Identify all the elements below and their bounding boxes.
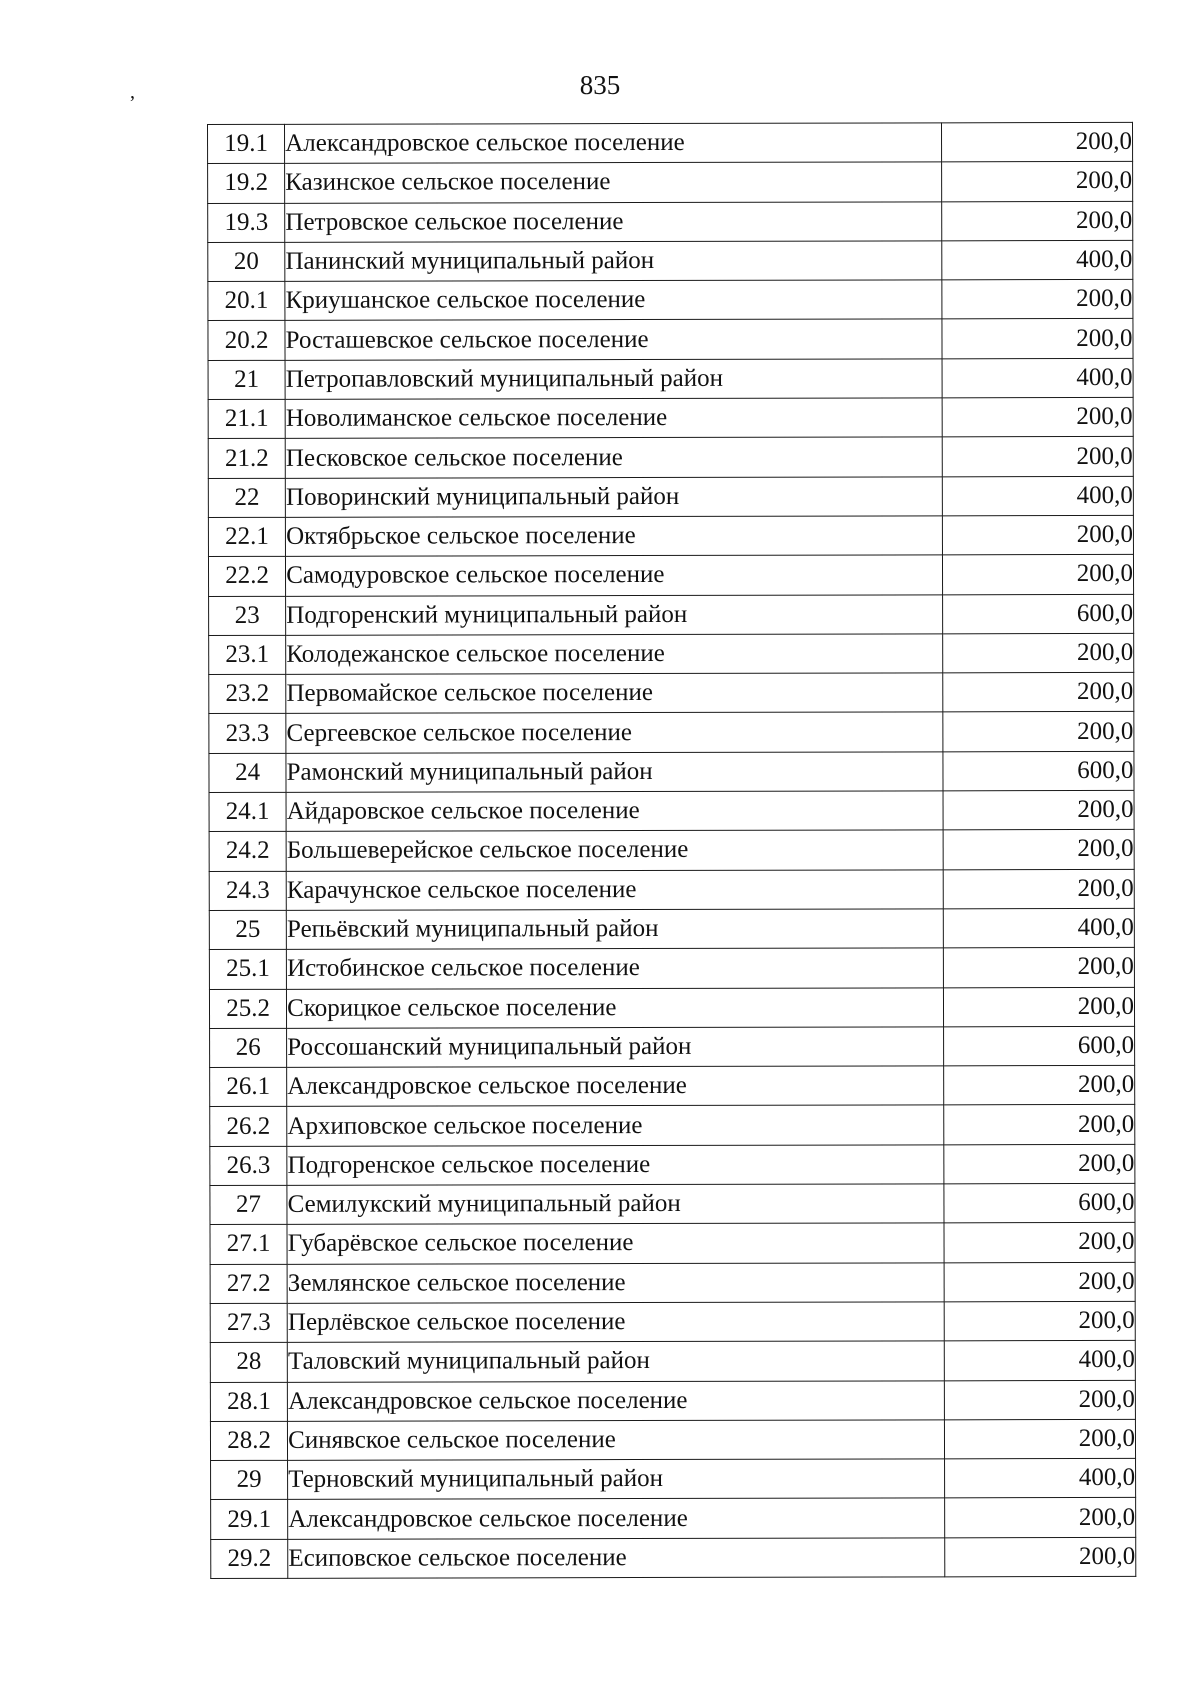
row-number: 25.2 bbox=[209, 989, 286, 1028]
municipality-name: Александровское сельское поселение bbox=[288, 1498, 944, 1539]
amount-value: 600,0 bbox=[943, 1026, 1135, 1066]
amount-value: 200,0 bbox=[943, 790, 1135, 830]
amount-value: 200,0 bbox=[942, 712, 1134, 752]
amount-value: 200,0 bbox=[943, 869, 1135, 909]
table-row bbox=[209, 633, 1134, 674]
amount-value: 200,0 bbox=[942, 515, 1134, 555]
row-number: 24 bbox=[209, 753, 286, 792]
row-number: 25.1 bbox=[209, 950, 286, 989]
row-number: 27 bbox=[210, 1185, 287, 1224]
table-row bbox=[208, 437, 1133, 478]
municipality-name: Самодуровское сельское поселение bbox=[286, 555, 942, 596]
row-number: 29.2 bbox=[211, 1539, 288, 1578]
row-number: 23.3 bbox=[209, 714, 286, 753]
amount-value: 200,0 bbox=[941, 162, 1133, 202]
municipality-name: Синявское сельское поселение bbox=[288, 1420, 944, 1461]
row-number: 25 bbox=[209, 910, 286, 949]
amount-value: 400,0 bbox=[944, 1341, 1136, 1381]
row-number: 20 bbox=[208, 242, 285, 281]
table-row bbox=[208, 162, 1133, 203]
amount-value: 200,0 bbox=[944, 1380, 1136, 1420]
municipality-name: Криушанское сельское поселение bbox=[285, 280, 941, 321]
municipality-name: Песковское сельское поселение bbox=[285, 437, 941, 478]
municipality-name: Скорицкое сельское поселение bbox=[287, 987, 943, 1028]
amount-value: 200,0 bbox=[944, 1301, 1136, 1341]
amount-value: 400,0 bbox=[942, 476, 1134, 516]
row-number: 24.3 bbox=[209, 871, 286, 910]
row-number: 21.1 bbox=[208, 399, 285, 438]
table-row bbox=[211, 1458, 1136, 1499]
amount-value: 200,0 bbox=[942, 319, 1134, 359]
page-number: 835 bbox=[579, 70, 621, 100]
municipality-name: Карачунское сельское поселение bbox=[286, 869, 942, 910]
municipality-name: Александровское сельское поселение bbox=[285, 123, 941, 164]
amount-value: 200,0 bbox=[943, 830, 1135, 870]
table-row bbox=[210, 1419, 1135, 1460]
municipality-name: Подгоренское сельское поселение bbox=[287, 1145, 943, 1186]
amount-value: 200,0 bbox=[942, 633, 1134, 673]
table-row bbox=[209, 830, 1134, 871]
municipality-name: Архиповское сельское поселение bbox=[287, 1105, 943, 1146]
amount-value: 200,0 bbox=[941, 122, 1133, 162]
municipality-name: Подгоренский муниципальный район bbox=[286, 594, 942, 635]
amount-value: 200,0 bbox=[944, 1537, 1136, 1577]
table-row bbox=[209, 673, 1134, 714]
row-number: 28.2 bbox=[210, 1421, 287, 1460]
amount-value: 400,0 bbox=[944, 1458, 1136, 1498]
municipality-name: Истобинское сельское поселение bbox=[287, 948, 943, 989]
row-number: 23 bbox=[209, 596, 286, 635]
row-number: 29 bbox=[211, 1460, 288, 1499]
row-number: 22.2 bbox=[208, 557, 285, 596]
table-body bbox=[208, 122, 1136, 1578]
table-row bbox=[208, 319, 1133, 360]
row-number: 21 bbox=[208, 360, 285, 399]
amount-value: 200,0 bbox=[944, 1223, 1136, 1263]
table-row bbox=[210, 1066, 1135, 1107]
table-row bbox=[208, 476, 1133, 517]
row-number: 23.1 bbox=[209, 635, 286, 674]
municipality-name: Петровское сельское поселение bbox=[285, 201, 941, 242]
row-number: 28.1 bbox=[210, 1382, 287, 1421]
row-number: 26.3 bbox=[210, 1146, 287, 1185]
municipality-name: Россошанский муниципальный район bbox=[287, 1027, 943, 1068]
row-number: 27.1 bbox=[210, 1225, 287, 1264]
amount-value: 200,0 bbox=[942, 397, 1134, 437]
municipality-name: Землянское сельское поселение bbox=[287, 1262, 943, 1303]
municipality-name: Петропавловский муниципальный район bbox=[285, 359, 941, 400]
municipality-name: Терновский муниципальный район bbox=[288, 1459, 944, 1500]
municipality-name: Новолиманское сельское поселение bbox=[285, 398, 941, 439]
amount-value: 400,0 bbox=[942, 358, 1134, 398]
municipality-name: Росташевское сельское поселение bbox=[285, 319, 941, 360]
amount-value: 400,0 bbox=[943, 908, 1135, 948]
table-row bbox=[209, 908, 1134, 949]
row-number: 22 bbox=[208, 478, 285, 517]
row-number: 26.2 bbox=[210, 1107, 287, 1146]
row-number: 20.2 bbox=[208, 321, 285, 360]
municipality-name: Октябрьское сельское поселение bbox=[286, 516, 942, 557]
municipality-name: Александровское сельское поселение bbox=[288, 1380, 944, 1421]
row-number: 27.3 bbox=[210, 1303, 287, 1342]
row-number: 19.1 bbox=[208, 124, 285, 163]
table-row bbox=[210, 1341, 1135, 1382]
row-number: 24.1 bbox=[209, 792, 286, 831]
municipality-name: Панинский муниципальный район bbox=[285, 241, 941, 282]
table-row bbox=[209, 751, 1134, 792]
allocation-table bbox=[207, 122, 1136, 1579]
municipality-name: Губарёвское сельское поселение bbox=[287, 1223, 943, 1264]
amount-value: 600,0 bbox=[942, 751, 1134, 791]
table-row bbox=[210, 1301, 1135, 1342]
table-row bbox=[210, 1262, 1135, 1303]
amount-value: 200,0 bbox=[943, 1066, 1135, 1106]
table-row bbox=[208, 397, 1133, 438]
amount-value: 200,0 bbox=[942, 437, 1134, 477]
municipality-name: Сергеевское сельское поселение bbox=[286, 712, 942, 753]
row-number: 22.1 bbox=[208, 517, 285, 556]
table-row bbox=[210, 1380, 1135, 1421]
row-number: 29.1 bbox=[211, 1500, 288, 1539]
amount-value: 200,0 bbox=[944, 1262, 1136, 1302]
row-number: 26 bbox=[210, 1028, 287, 1067]
amount-value: 200,0 bbox=[944, 1498, 1136, 1538]
row-number: 20.1 bbox=[208, 282, 285, 321]
table-row bbox=[209, 790, 1134, 831]
amount-value: 200,0 bbox=[941, 280, 1133, 320]
amount-value: 200,0 bbox=[942, 555, 1134, 595]
table-row bbox=[209, 594, 1134, 635]
table-row bbox=[208, 515, 1133, 556]
municipality-name: Перлёвское сельское поселение bbox=[287, 1302, 943, 1343]
amount-value: 600,0 bbox=[943, 1183, 1135, 1223]
stray-mark: , bbox=[130, 81, 135, 103]
table-row bbox=[208, 201, 1133, 242]
table-row bbox=[209, 948, 1134, 989]
row-number: 23.2 bbox=[209, 674, 286, 713]
amount-value: 200,0 bbox=[943, 948, 1135, 988]
table-row bbox=[209, 712, 1134, 753]
amount-value: 200,0 bbox=[941, 201, 1133, 241]
municipality-name: Айдаровское сельское поселение bbox=[286, 791, 942, 832]
municipality-name: Репьёвский муниципальный район bbox=[286, 909, 942, 950]
row-number: 28 bbox=[210, 1343, 287, 1382]
amount-value: 200,0 bbox=[943, 1144, 1135, 1184]
table-row bbox=[210, 1105, 1135, 1146]
amount-value: 400,0 bbox=[941, 240, 1133, 280]
table-row bbox=[210, 1026, 1135, 1067]
municipality-name: Александровское сельское поселение bbox=[287, 1066, 943, 1107]
table-row bbox=[208, 280, 1133, 321]
table-row bbox=[208, 555, 1133, 596]
table-row bbox=[208, 240, 1133, 281]
row-number: 19.2 bbox=[208, 164, 285, 203]
table-row bbox=[210, 1223, 1135, 1264]
table-row bbox=[209, 987, 1134, 1028]
amount-value: 200,0 bbox=[942, 673, 1134, 713]
municipality-name: Большеверейское сельское поселение bbox=[286, 830, 942, 871]
table-row bbox=[209, 869, 1134, 910]
table-row bbox=[211, 1498, 1136, 1539]
municipality-name: Семилукский муниципальный район bbox=[287, 1184, 943, 1225]
municipality-name: Казинское сельское поселение bbox=[285, 162, 941, 203]
table-row bbox=[208, 122, 1133, 163]
table-row bbox=[210, 1183, 1135, 1224]
row-number: 21.2 bbox=[208, 439, 285, 478]
table-row bbox=[211, 1537, 1136, 1578]
amount-value: 200,0 bbox=[944, 1419, 1136, 1459]
municipality-name: Есиповское сельское поселение bbox=[288, 1538, 944, 1579]
municipality-name: Таловский муниципальный район bbox=[287, 1341, 943, 1382]
municipality-name: Колодежанское сельское поселение bbox=[286, 634, 942, 675]
row-number: 24.2 bbox=[209, 832, 286, 871]
municipality-name: Поворинский муниципальный район bbox=[285, 477, 941, 518]
amount-value: 200,0 bbox=[943, 1105, 1135, 1145]
municipality-name: Первомайское сельское поселение bbox=[286, 673, 942, 714]
amount-value: 200,0 bbox=[943, 987, 1135, 1027]
amount-value: 600,0 bbox=[942, 594, 1134, 634]
row-number: 19.3 bbox=[208, 203, 285, 242]
row-number: 26.1 bbox=[210, 1067, 287, 1106]
row-number: 27.2 bbox=[210, 1264, 287, 1303]
table-row bbox=[208, 358, 1133, 399]
municipality-name: Рамонский муниципальный район bbox=[286, 752, 942, 793]
table-row bbox=[210, 1144, 1135, 1185]
